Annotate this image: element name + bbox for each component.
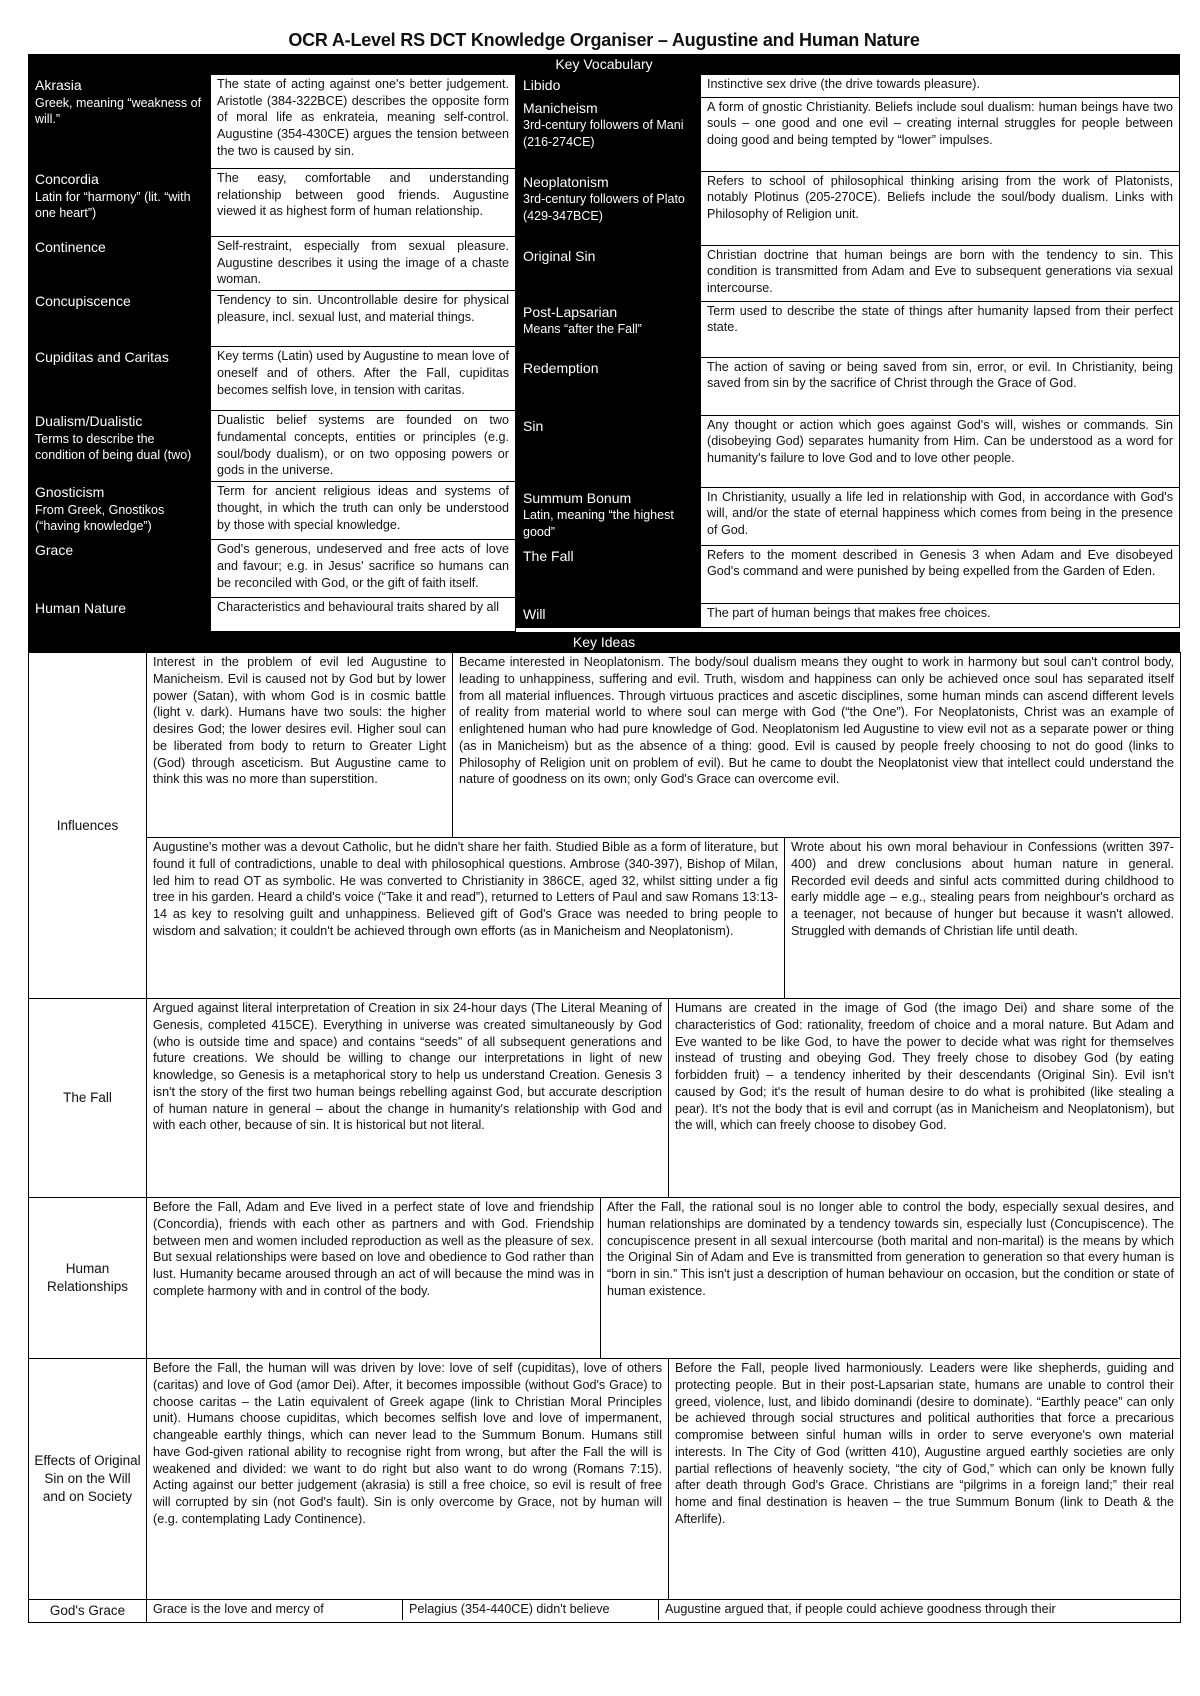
vocab-term-cell — [517, 487, 701, 545]
vocab-definition: Refers to the moment described in Genesis 3 when Adam and Eve disobeyed God's command and were punished by being expelled from the Garden of Eden. — [701, 545, 1180, 603]
vocab-term-cell — [29, 75, 211, 169]
vocab-row — [517, 415, 1180, 487]
row-label: Influences — [29, 653, 147, 999]
vocab-definition: God's generous, undeserved and free acts of love and favour; e.g. in Jesus' sacrifice so humans can be reconciled with God, or the gift of faith itself. — [211, 540, 516, 598]
vocab-term: Grace — [35, 542, 74, 559]
vocab-term-note: 3rd-century followers of Mani (216-274CE) — [523, 118, 684, 149]
vocab-term: Concupiscence — [35, 293, 131, 310]
vocab-term-cell — [517, 171, 701, 245]
vocab-term: Sin — [523, 417, 544, 434]
vocab-term: Manicheism — [523, 99, 598, 116]
vocab-definition: Refers to school of philosophical thinking arising from the work of Platonists, notably Plotinus (205-270CE). Beliefs include the soul/body dualism. Links with Philosophy of Religion unit. — [701, 171, 1180, 245]
vocab-definition: The action of saving or being saved from sin, error, or evil. In Christianity, being saved from sin by the sacrifice of Christ through the Grace of God. — [701, 357, 1180, 415]
vocab-row — [29, 169, 516, 237]
vocab-definition: In Christianity, usually a life led in relationship with God, in accordance with God's will, and/or the state of eternal happiness which comes from being in the presence of God. — [701, 487, 1180, 545]
page-title: OCR A-Level RS DCT Knowledge Organiser – Augustine and Human Nature — [288, 30, 920, 50]
relationships-after-fall: After the Fall, the rational soul is no longer able to control the body, especially sexual desires, and human relationships are dominated by a tendency towards sin, especially lust (Concupiscence). The concupiscence present in all sexual intercourse (both marital and non-marital) is the means by which the Original Sin of Adam and Eve is transmitted from generation to generation so that every human is “born in sin.” This isn't just a description of human behaviour on occasion, but the condition or state of human existence. — [607, 1200, 1174, 1298]
vocab-term-cell — [29, 540, 211, 598]
vocab-row — [29, 482, 516, 540]
vocab-row — [517, 357, 1180, 415]
vocab-term: The Fall — [523, 547, 574, 564]
vocab-term-cell — [517, 301, 701, 357]
vocab-row — [29, 75, 516, 169]
vocab-term: Redemption — [523, 359, 599, 376]
vocab-term-cell — [517, 357, 701, 415]
vocab-term-cell — [29, 237, 211, 291]
influences-manicheism: Interest in the problem of evil led Augustine to Manicheism. Evil is caused not by God but by lower power (Satan), with whom God is in cosmic battle (light v. dark). Humans have two souls: the higher desires God; the lower desires evil. Higher soul can be liberated from body to return to Greater Light (God) through asceticism. But Augustine came to think this was no more than superstition. — [147, 653, 453, 837]
vocab-row — [517, 603, 1180, 627]
ideas-row-grace — [29, 1600, 1181, 1623]
vocab-term-note: From Greek, Gnostikos (“having knowledge”) — [35, 502, 165, 534]
vocab-term: Cupiditas and Caritas — [35, 349, 169, 366]
vocab-term-cell — [517, 603, 701, 627]
grace-pelagius: Pelagius (354-440CE) didn't believe — [403, 1600, 659, 1620]
vocab-row — [517, 75, 1180, 98]
vocab-row — [517, 171, 1180, 245]
fall-imago-dei: Humans are created in the image of God (the imago Dei) and share some of the characteristics of God: rationality, freedom of choice and a moral nature. But Adam and Eve wanted to be like God, to have the power to decide what was right for themselves instead of trusting and obeying God. They freely chose to disobey God (by eating forbidden fruit) – a tendency inherited by their descendants (Original Sin). Evil isn't caused by God; it's the result of human desire to do what is prohibited (like stealing a pear). It's not the body that is evil and corrupt (as in Manicheism and Neoplatonism), but the will, which can freely choose to disobey God. — [675, 1001, 1174, 1133]
vocab-row — [29, 347, 516, 411]
ideas-header: Key Ideas — [28, 632, 1180, 652]
vocab-term: Gnosticism — [35, 484, 105, 501]
ideas-row-effects — [29, 1359, 1181, 1600]
vocab-row — [29, 540, 516, 598]
vocab-term-cell — [29, 347, 211, 411]
vocab-definition: Instinctive sex drive (the drive towards pleasure). — [701, 75, 1180, 98]
vocab-term: Original Sin — [523, 247, 596, 264]
vocab-definition: Key terms (Latin) used by Augustine to mean love of oneself and of others. After the Fall, cupiditas becomes selfish love, in tension with caritas. — [211, 347, 516, 411]
vocab-term-cell — [517, 75, 701, 98]
vocab-term-cell — [517, 245, 701, 301]
vocab-term-cell — [29, 411, 211, 482]
vocab-row — [517, 97, 1180, 171]
vocab-term-note: Greek, meaning “weakness of will.” — [35, 95, 202, 127]
vocab-term-cell — [29, 291, 211, 347]
row-label: Effects of Original Sin on the Will and on Society — [29, 1359, 147, 1600]
vocab-term-cell — [517, 97, 701, 171]
vocab-term: Libido — [523, 77, 561, 93]
vocab-term-note: Terms to describe the condition of being dual (two) — [35, 431, 192, 463]
vocab-term-note: Latin for “harmony” (lit. “with one heart”) — [35, 189, 191, 221]
vocab-term-note: Latin, meaning “the highest good” — [523, 508, 674, 539]
vocab-definition: Christian doctrine that human beings are born with the tendency to sin. This condition is transmitted from Adam and Eve to subsequent generations via sexual intercourse. — [701, 245, 1180, 301]
vocab-table — [28, 74, 1180, 632]
ideas-row-influences — [29, 653, 1181, 999]
vocab-row — [517, 487, 1180, 545]
vocab-definition: The state of acting against one's better judgement. Aristotle (384-322BCE) describes the opposite form of moral life as enkrateia, meaning self-control. Augustine (354-430CE) argues the tension between the two is caused by sin. — [211, 75, 516, 169]
vocab-term: Will — [523, 605, 546, 622]
vocab-term-cell — [29, 598, 211, 632]
vocab-term-cell — [29, 169, 211, 237]
grace-augustine: Augustine argued that, if people could achieve goodness through their — [665, 1602, 1056, 1617]
vocab-definition: A form of gnostic Christianity. Beliefs include soul dualism: human beings have two souls – one good and one evil – creating internal struggles for people between doing good and being tempted by “lower” impulses. — [701, 97, 1180, 171]
vocab-term-note: Means “after the Fall” — [523, 322, 642, 337]
vocab-row — [517, 301, 1180, 357]
vocab-term: Post-Lapsarian — [523, 303, 618, 320]
vocab-term: Continence — [35, 239, 106, 255]
knowledge-organiser — [28, 26, 1180, 1623]
vocab-definition: The easy, comfortable and understanding relationship between good friends. Augustine viewed it as highest form of human relationship. — [211, 169, 516, 237]
vocab-definition: Any thought or action which goes against God's will, wishes or commands. Sin (disobeying God) separates humanity from Him. Can be understood as a word for humanity's failure to love God and to love other people. — [701, 415, 1180, 487]
vocab-term: Concordia — [35, 171, 99, 187]
influences-conversion: Augustine's mother was a devout Catholic, but he didn't share her faith. Studied Bible as a form of literature, but found it full of contradictions, unable to deal with philosophical questions. Ambrose (340-397), Bishop of Milan, led him to read OT as symbolic. He was converted to Christianity in 386CE, aged 32, whilst sitting under a fig tree in his garden. Heard a child's voice (“Take it and read”), returned to Letters of Paul and saw Romans 13:13-14 as key to resolving guilt and unhappiness. Believed gift of God's Grace was needed to bring people to wisdom and salvation; it couldn't be achieved through own efforts (as in Manicheism and Neoplatonism). — [147, 838, 785, 998]
row-label: Human Relationships — [29, 1198, 147, 1359]
vocab-term-cell — [29, 482, 211, 540]
vocab-row — [29, 291, 516, 347]
vocab-term: Dualism/Dualistic — [35, 413, 143, 430]
grace-definition: Grace is the love and mercy of — [147, 1600, 403, 1620]
vocab-row — [517, 545, 1180, 603]
vocab-definition: Characteristics and behavioural traits shared by all — [211, 598, 516, 632]
vocab-definition: Tendency to sin. Uncontrollable desire for physical pleasure, incl. sexual lust, and material things. — [211, 291, 516, 347]
vocab-term: Akrasia — [35, 77, 82, 93]
ideas-table — [28, 652, 1181, 1623]
vocab-row — [517, 245, 1180, 301]
vocab-term: Summum Bonum — [523, 489, 632, 506]
vocab-header: Key Vocabulary — [28, 54, 1180, 74]
influences-confessions: Wrote about his own moral behaviour in Confessions (written 397-400) and drew conclusions about human nature in general. Recorded evil deeds and sinful acts committed during childhood to early middle age – e.g., stealing pears from neighbour's orchard as a teenager, not because of hunger but because it wasn't allowed. Struggled with demands of Christian life until death. — [791, 840, 1174, 938]
vocab-row — [29, 237, 516, 291]
row-label: The Fall — [29, 999, 147, 1198]
vocab-term: Neoplatonism — [523, 173, 609, 190]
vocab-term-cell — [517, 415, 701, 487]
relationships-before-fall: Before the Fall, Adam and Eve lived in a perfect state of love and friendship (Concordia), friends with each other as partners and with God. Friendship between men and women included reproduction as well as the pleasure of sex. But sexual relationships were based on love and obedience to God rather than lust. Humanity became aroused through an act of will because the mind was in complete harmony with and in control of the body. — [147, 1198, 601, 1358]
vocab-term-note: 3rd-century followers of Plato (429-347BCE) — [523, 192, 685, 223]
vocab-row — [29, 598, 516, 632]
vocab-term: Human Nature — [35, 600, 127, 617]
ideas-row-fall — [29, 999, 1181, 1198]
fall-genesis: Argued against literal interpretation of Creation in six 24-hour days (The Literal Meaning of Genesis, completed 415CE). Everything in universe was created simultaneously by God (who is outside time and space) and contains “seeds” of all subsequent generations and future creations. We should be willing to change our interpretations in light of new knowledge, so Genesis is a metaphorical story to help us understand Creation. Genesis 3 isn't the story of the first two human beings rebelling against God, but accurate description of human nature in general – about the change in humanity's relationship with God and with each other, because of sin. It is historical but not literal. — [147, 999, 669, 1197]
vocab-columns — [28, 74, 1180, 632]
effects-on-society: Before the Fall, people lived harmoniously. Leaders were like shepherds, guiding and protecting people. But in their post-Lapsarian state, humans are unable to control their greed, violence, lust, and libido dominandi (desire to dominate). “Earthly peace” can only be achieved through social structures and political authorities that force a precarious compromise between sinful human wills in order to serve everyone's own material interests. In The City of God (written 410), Augustine argued earthly societies are only partial reflections of heavenly society, “the city of God,” which can only be known fully after death through God's Grace. Christians are “pilgrims in a foreign land;” their real home and final destination is heaven – the true Summum Bonum (link to Death & the Afterlife). — [675, 1361, 1174, 1526]
ideas-row-relationships — [29, 1198, 1181, 1359]
vocab-definition: Dualistic belief systems are founded on two fundamental concepts, entities or principles (e.g. soul/body dualism), or on two opposing powers or gods in the universe. — [211, 411, 516, 482]
vocab-definition: Term for ancient religious ideas and systems of thought, in which the truth can only be understood by those with special knowledge. — [211, 482, 516, 540]
vocab-row — [29, 411, 516, 482]
effects-on-will: Before the Fall, the human will was driven by love: love of self (cupiditas), love of others (caritas) and love of God (amor Dei). After, it becomes impossible (without God's Grace) to choose caritas – the Latin equivalent of Greek agape (link to Christian Moral Principles unit). Humans choose cupiditas, which becomes selfish love and love of impermanent, changeable earthly things, which can never lead to the Summum Bonum. Humans still have God-given rational ability to recognise right from wrong, but after the Fall the will is weakened and divided: we want to do right but also want to do wrong (Romans 7:15). Acting against our better judgement (akrasia) is still a free choice, so evil is result of free will corrupted by sin (not God's fault). Sin is only overcome by Grace, not by human will (e.g. contemplating Lady Continence). — [147, 1359, 669, 1599]
vocab-definition: The part of human beings that makes free choices. — [701, 603, 1180, 627]
row-label: God's Grace — [29, 1600, 147, 1623]
vocab-term-cell — [517, 545, 701, 603]
vocab-definition: Term used to describe the state of things after humanity lapsed from their perfect state. — [701, 301, 1180, 357]
influences-neoplatonism: Became interested in Neoplatonism. The body/soul dualism means they ought to work in harmony but soul can't control body, leading to unhappiness, suffering and evil. Truth, wisdom and happiness can only be achieved once soul has separated itself from all material influences. Through virtuous practices and ascetic disciplines, some human minds can ascend different levels of reality from material world to where soul can merge with God (“the One”). For Neoplatonists, Christ was an example of enlightened human who had pure knowledge of God. Neoplatonism led Augustine to view evil not as a separate power or thing (as in Manicheism) but as the absence of a thing: good. Evil is caused by people freely choosing to not do good (links to Philosophy of Religion unit on problem of evil). But he came to doubt the Neoplatonist view that intellect could understand the nature of goodness on its own; only God's Grace can overcome evil. — [459, 655, 1174, 787]
vocab-definition: Self-restraint, especially from sexual pleasure. Augustine describes it using the image of a chaste woman. — [211, 237, 516, 291]
